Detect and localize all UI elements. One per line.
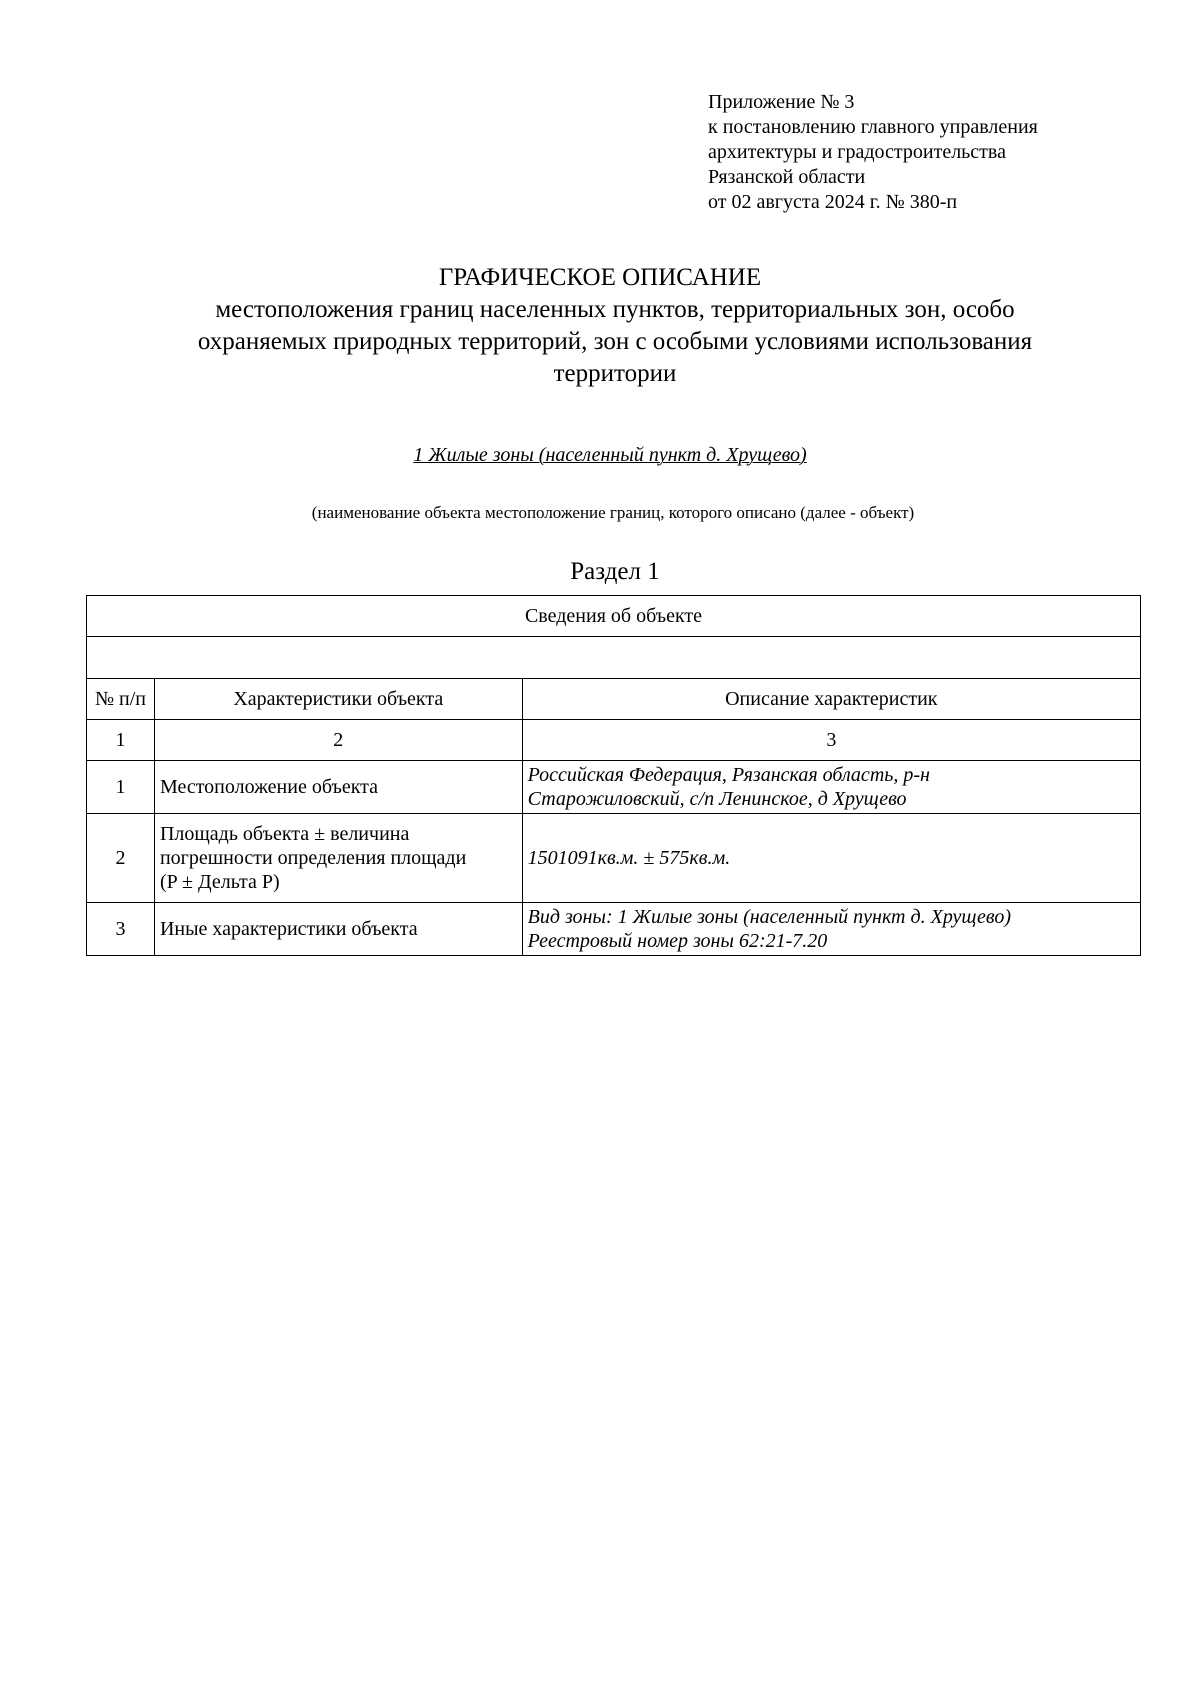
table-row (87, 903, 1141, 956)
object-caption: (наименование объекта местоположение границ, которого описано (далее - объект) (311, 503, 915, 522)
appendix-line: Рязанской области (708, 166, 866, 188)
table-column-number-row (87, 720, 1141, 761)
row-characteristic-line: Площадь объекта ± величина (159, 823, 410, 845)
object-name-text: 1 Жилые зоны (населенный пункт д. Хрущево) (413, 444, 807, 466)
table-row (87, 761, 1141, 814)
row-number: 2 (87, 814, 155, 903)
column-header-characteristic: Характеристики объекта (154, 679, 522, 720)
table-column-header-row (87, 679, 1141, 720)
row-description (522, 761, 1140, 814)
object-name (0, 444, 1200, 467)
row-number: 1 (87, 761, 155, 814)
row-description-line: Вид зоны: 1 Жилые зоны (населенный пункт д. Хрущево) (527, 906, 1011, 928)
title-subtitle-line: территории (553, 360, 677, 387)
title-subtitle-line: охраняемых природных территорий, зон с особыми условиями использования (197, 328, 1033, 355)
column-number: 3 (522, 720, 1140, 761)
row-description-line: Российская Федерация, Рязанская область, р-н (527, 764, 930, 786)
title-subtitle-line: местоположения границ населенных пунктов, территориальных зон, особо (215, 296, 1015, 323)
column-header-description: Описание характеристик (522, 679, 1140, 720)
document-title (80, 262, 1120, 390)
object-info-table (86, 595, 1141, 956)
appendix-line: к постановлению главного управления (708, 116, 1038, 138)
column-number: 1 (87, 720, 155, 761)
appendix-line: Приложение № 3 (708, 91, 855, 113)
appendix-line: архитектуры и градостроительства (708, 141, 1006, 163)
column-header-number: № п/п (87, 679, 155, 720)
appendix-line: от 02 августа 2024 г. № 380-п (708, 191, 958, 213)
table-header: Сведения об объекте (87, 596, 1141, 637)
column-number: 2 (154, 720, 522, 761)
row-characteristic (154, 814, 522, 903)
row-number: 3 (87, 903, 155, 956)
row-description (522, 903, 1140, 956)
title-subtitle (80, 294, 1120, 390)
table-header-row (87, 596, 1141, 637)
table-empty-cell (87, 637, 1141, 679)
row-description-line: Старожиловский, с/п Ленинское, д Хрущево (527, 788, 907, 810)
row-characteristic: Местоположение объекта (154, 761, 522, 814)
row-description: 1501091кв.м. ± 575кв.м. (522, 814, 1140, 903)
table-empty-row (87, 637, 1141, 679)
appendix-block (708, 90, 1038, 215)
table-row (87, 814, 1141, 903)
row-characteristic-line: (P ± Дельта P) (159, 871, 280, 893)
row-description-line: Реестровый номер зоны 62:21-7.20 (527, 930, 828, 952)
row-characteristic: Иные характеристики объекта (154, 903, 522, 956)
title-main: ГРАФИЧЕСКОЕ ОПИСАНИЕ (438, 264, 762, 291)
section-title: Раздел 1 (570, 558, 660, 585)
row-characteristic-line: погрешности определения площади (159, 847, 467, 869)
